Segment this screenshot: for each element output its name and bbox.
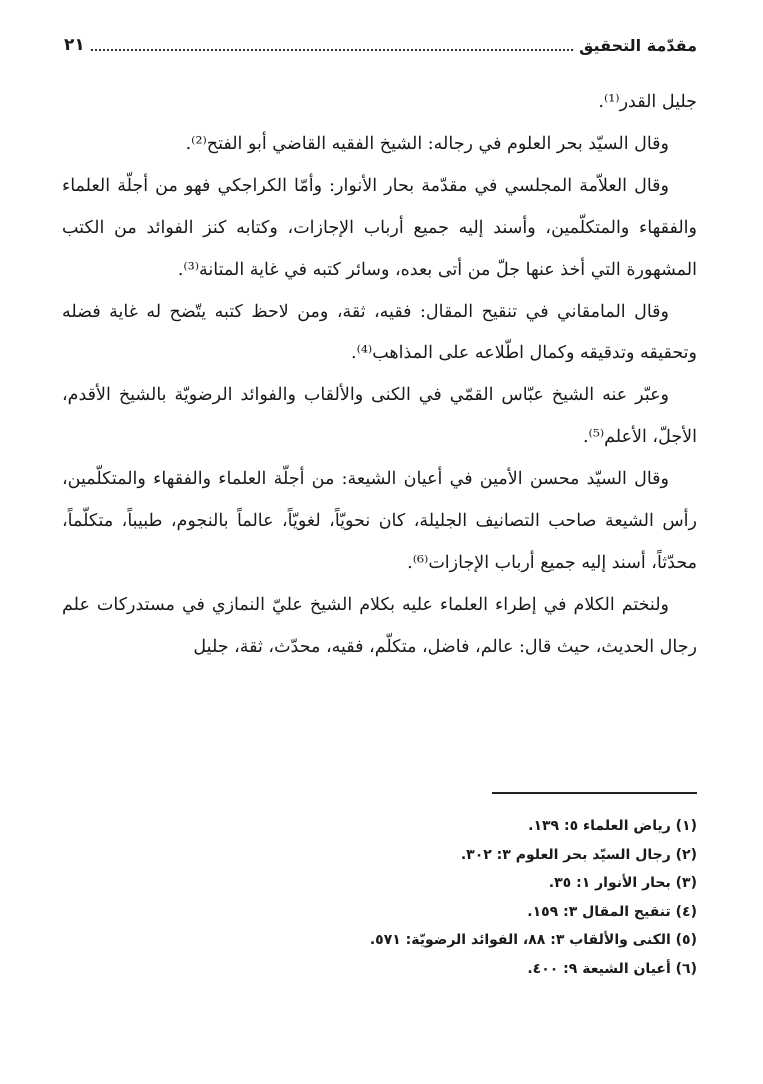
footnote-separator (492, 792, 697, 794)
footnote: (٥) الكنى والألقاب ٣: ٨٨، الفوائد الرضويّة: ٥٧١. (369, 932, 697, 949)
footnote: (٣) بحار الأنوار ١: ٣٥. (548, 875, 697, 892)
footnote: (٦) أعيان الشيعة ٩: ٤٠٠. (527, 960, 697, 977)
footnotes (62, 812, 697, 984)
dotted-leader (91, 49, 573, 51)
footnote: (٤) تنقيح المقال ٣: ١٥٩. (527, 903, 697, 920)
paragraph: وعبّر عنه الشيخ عبّاس القمّي في الكنى والألقاب والفوائد الرضويّة بالشيخ الأقدم، الأجلّ، الأعلم⁽⁵⁾. (62, 385, 697, 448)
paragraph: ولنختم الكلام في إطراء العلماء عليه بكلام الشيخ عليّ النمازي في مستدركات علم رجال الحديث، حيث قال: عالم، فاضل، متكلّم، فقيه، محدّث، ثقة، جليل (62, 594, 697, 657)
paragraph: وقال المامقاني في تنقيح المقال: فقيه، ثقة، ومن لاحظ كتبه يتّضح له غاية فضله وتحقيقه وتدقيقه وكمال اطّلاعه على المذاهب⁽⁴⁾. (62, 301, 697, 364)
paragraph: جليل القدر⁽¹⁾. (598, 92, 697, 112)
footnote: (٢) رجال السيّد بحر العلوم ٣: ٣٠٢. (460, 846, 697, 863)
running-title: مقدّمة التحقيق (579, 35, 697, 55)
body-text (62, 82, 697, 669)
running-header (64, 30, 697, 60)
footnote: (١) رياض العلماء ٥: ١٣٩. (528, 818, 697, 834)
page-number: ٢١ (64, 35, 85, 55)
paragraph: وقال السيّد محسن الأمين في أعيان الشيعة: من أجلّة العلماء والفقهاء والمتكلّمين، رأس الشيعة صاحب التصانيف الجليلة، كان نحويّاً، لغويّاً، عالماً بالنجوم، طبيباً، متكلّماً، محدّثاً، أسند إليه جميع أرباب الإجازات⁽⁶⁾. (62, 469, 697, 573)
paragraph: وقال العلاّمة المجلسي في مقدّمة بحار الأنوار: وأمّا الكراجكي فهو من أجلّة العلماء والفقهاء والمتكلّمين، وأسند إليه جميع أرباب الإجازات، وكتابه كنز الفوائد من الكتب المشهورة التي أخذ عنها جلّ من أتى بعده، وسائر كتبه في غاية المتانة⁽³⁾. (62, 175, 697, 280)
paragraph: وقال السيّد بحر العلوم في رجاله: الشيخ الفقيه القاضي أبو الفتح⁽²⁾. (185, 133, 669, 154)
